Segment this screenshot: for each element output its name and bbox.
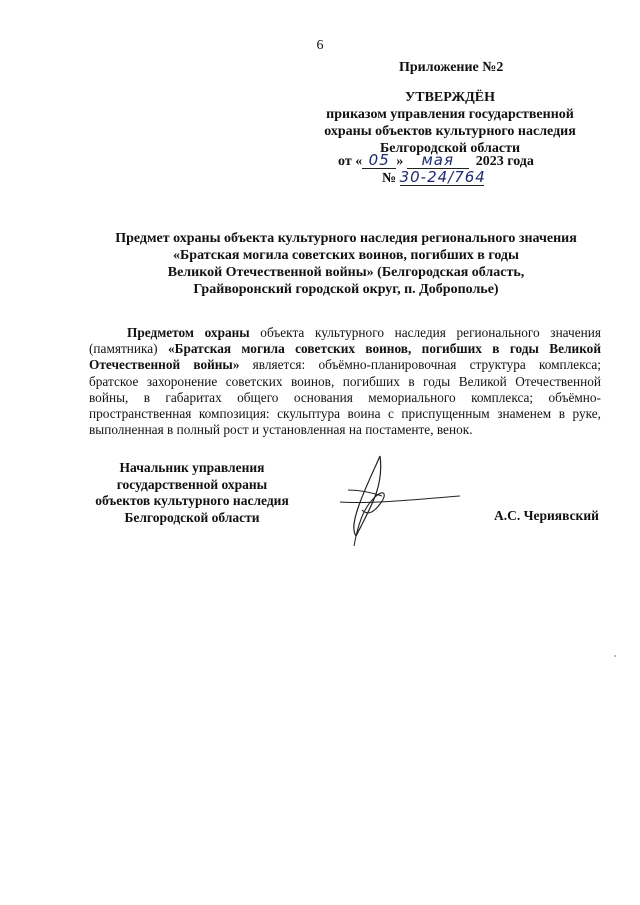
date-mid: » (396, 154, 404, 169)
approval-heading: УТВЕРЖДЁН (404, 90, 496, 105)
document-title (90, 230, 602, 298)
number-prefix: № (382, 171, 397, 186)
signer-line: Белгородской области (124, 509, 260, 525)
appendix-label: Приложение №2 (399, 60, 504, 75)
handwritten-signature (330, 450, 470, 550)
signer-line: государственной охраны (116, 476, 268, 492)
body-part-2: является: объёмно-планировочная структура комплекса; братское захоронение советских воинов, погибших в годы Великой Отечественной войны, в габаритах общего основания мемориального комплекса; объёмно-пространственная композиция: скульптура воина с приспущенным знаменем в руке, выполненная в полный рост и установленная на постаменте, венок. (89, 357, 601, 438)
signer-name: А.С. Чериявский (494, 508, 599, 523)
body-part-1: объекта культурного наследия регионального значения (памятника) (89, 325, 601, 357)
title-line: Великой Отечественной войны» (Белгородская область, (167, 265, 525, 280)
approval-block (300, 89, 600, 157)
body-lead: Предметом охраны (127, 325, 250, 340)
order-number (382, 170, 484, 187)
page-number: 6 (316, 38, 324, 53)
approval-line: Белгородской области (379, 141, 521, 156)
title-line: Грайворонский городской округ, п. Доброполье) (193, 282, 499, 297)
date-prefix: от « (338, 154, 363, 169)
signer-line: объектов культурного наследия (95, 493, 289, 508)
title-line: «Братская могила советских воинов, погибших в годы (173, 248, 519, 263)
body-paragraph (89, 325, 601, 438)
scan-speck (614, 655, 616, 657)
object-name: «Братская могила советских воинов, погибших в годы Великой Отечественной войны» (89, 341, 601, 373)
signer-line: Начальник управления (119, 460, 265, 475)
approval-line: охраны объектов культурного наследия (324, 124, 576, 139)
title-line: Предмет охраны объекта культурного наследия регионального значения (115, 231, 577, 246)
date-day-handwritten: 05 (362, 153, 396, 169)
date-month-handwritten: мая (407, 153, 469, 169)
date-year: 2023 года (475, 154, 534, 169)
order-number-handwritten: 30-24/764 (399, 168, 486, 186)
approval-line: приказом управления государственной (326, 107, 574, 122)
signer-position (92, 460, 292, 526)
